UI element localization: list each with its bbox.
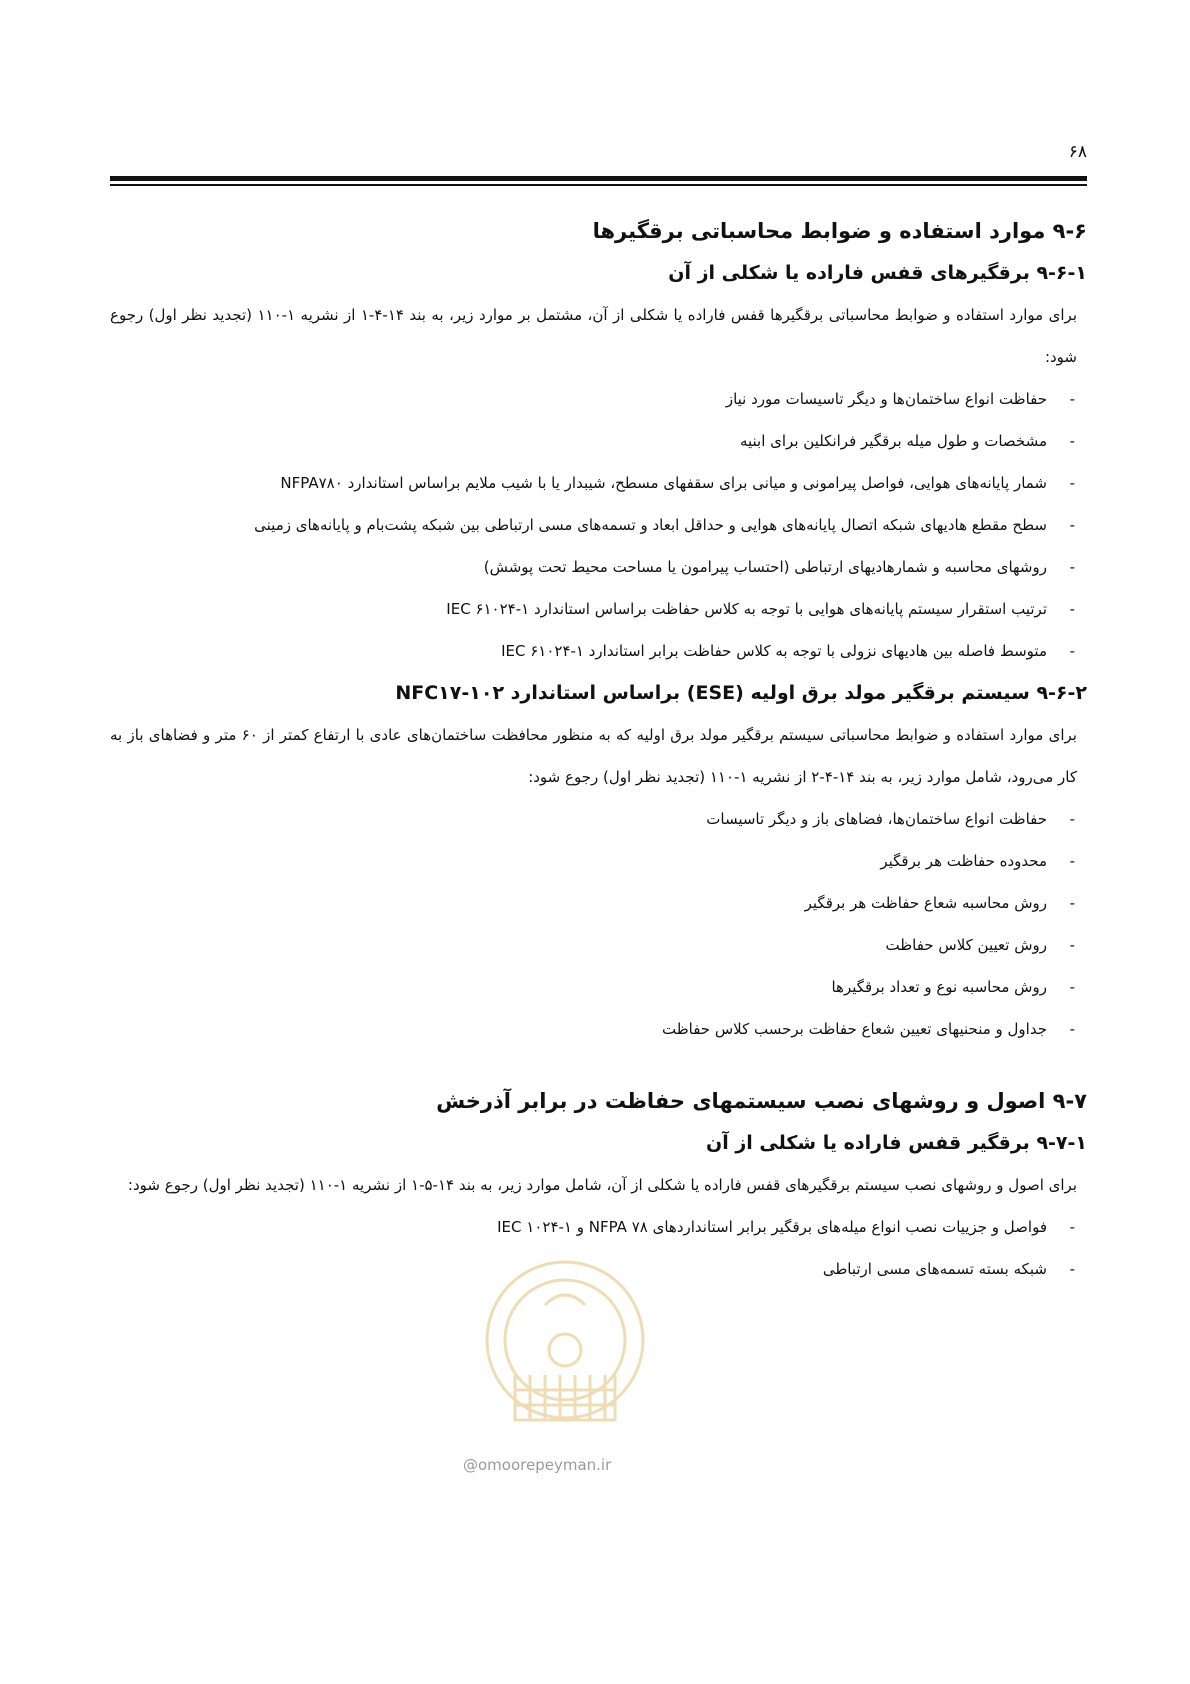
- list-item: [110, 1206, 1075, 1248]
- subsection-heading-9-7-1: ۹-۷-۱ برقگیر قفس فاراده یا شکلی از آن: [705, 1132, 1087, 1154]
- subsection-heading-9-6-1: ۹-۶-۱ برقگیرهای قفس فاراده یا شکلی از آن: [668, 262, 1087, 284]
- list-item: [110, 882, 1075, 924]
- list-item-text: روش محاسبه شعاع حفاظت هر برقگیر: [804, 894, 1047, 912]
- list-item-text: شبکه بسته تسمه‌های مسی ارتباطی: [822, 1260, 1047, 1278]
- page-number: ۶۸: [1068, 142, 1087, 162]
- list-item-text: روش تعیین کلاس حفاظت: [885, 936, 1047, 954]
- bullet-dash: -: [1069, 936, 1075, 954]
- bullet-dash: -: [1069, 516, 1075, 534]
- paragraph-9-7-1: برای اصول و روشهای نصب سیستم برقگیرهای قفس فاراده یا شکلی از آن، شامل موارد زیر، به بند ۱۴-۵-۱ از نشریه ۱-۱۱۰ (تجدید نظر اول) رجوع شود:: [127, 1176, 1077, 1194]
- bullet-dash: -: [1069, 810, 1075, 828]
- bullet-dash: -: [1069, 1218, 1075, 1236]
- list-item-text: جداول و منحنیهای تعیین شعاع حفاظت برحسب کلاس حفاظت: [661, 1020, 1047, 1038]
- bullet-dash: -: [1069, 852, 1075, 870]
- paragraph-9-6-1: برای موارد استفاده و ضوابط محاسباتی برقگیرها قفس فاراده یا شکلی از آن، مشتمل بر موارد زیر، به بند ۱۴-۴-۱ از نشریه ۱-۱۱۰ (تجدید نظر اول) رجوع شود:: [110, 306, 1078, 366]
- list-item-text: شمار پایانه‌های هوایی، فواصل پیرامونی و میانی برای سقفهای مسطح، شیبدار یا با شیب ملایم براساس استاندارد NFPA۷۸۰: [280, 474, 1047, 492]
- bullet-dash: -: [1069, 432, 1075, 450]
- list-item-text: روشهای محاسبه و شمارهادیهای ارتباطی (احتساب پیرامون یا مساحت محیط تحت پوشش): [483, 558, 1047, 576]
- section-gap: [110, 1050, 1087, 1080]
- watermark-logo-icon: [475, 1245, 655, 1445]
- list-item: [110, 1008, 1075, 1050]
- subsection-heading-9-6-2: ۹-۶-۲ سیستم برقگیر مولد برق اولیه (ESE) براساس استاندارد NFC۱۷-۱۰۲: [395, 682, 1087, 704]
- list-item-text: مشخصات و طول میله برقگیر فرانکلین برای ابنیه: [739, 432, 1047, 450]
- bullet-dash: -: [1069, 1020, 1075, 1038]
- section-heading-9-7: ۹-۷ اصول و روشهای نصب سیستمهای حفاظت در برابر آذرخش: [436, 1089, 1087, 1113]
- list-item: [110, 630, 1075, 672]
- list-item-text: حفاظت انواع ساختمان‌ها، فضاهای باز و دیگر تاسیسات: [706, 810, 1047, 828]
- list-item: [110, 924, 1075, 966]
- list-item: [110, 966, 1075, 1008]
- bullet-dash: -: [1069, 642, 1075, 660]
- list-item-text: فواصل و جزییات نصب انواع میله‌های برقگیر برابر استانداردهای NFPA ۷۸ و IEC ۱۰۲۴-۱: [497, 1218, 1047, 1236]
- bullet-dash: -: [1069, 474, 1075, 492]
- bullet-dash: -: [1069, 390, 1075, 408]
- list-item: [110, 546, 1075, 588]
- list-item-text: ترتیب استقرار سیستم پایانه‌های هوایی با توجه به کلاس حفاظت براساس استاندارد IEC ۶۱۰۲۴-۱: [446, 600, 1047, 618]
- list-item-text: حفاظت انواع ساختمان‌ها و دیگر تاسیسات مورد نیاز: [725, 390, 1047, 408]
- list-item: [110, 378, 1075, 420]
- list-item: [110, 840, 1075, 882]
- list-9-6-2: [110, 798, 1087, 1050]
- list-9-6-1: [110, 378, 1087, 672]
- bullet-dash: -: [1069, 1260, 1075, 1278]
- header-rule-thin: [110, 184, 1087, 186]
- list-item-text: سطح مقطع هادیهای شبکه اتصال پایانه‌های هوایی و حداقل ابعاد و تسمه‌های مسی ارتباطی بین شبکه پشت‌بام و پایانه‌های زمینی: [254, 516, 1047, 534]
- bullet-dash: -: [1069, 600, 1075, 618]
- bullet-dash: -: [1069, 558, 1075, 576]
- list-item: [110, 462, 1075, 504]
- bullet-dash: -: [1069, 978, 1075, 996]
- list-item: [110, 420, 1075, 462]
- watermark-url: @omoorepeyman.ir: [463, 1456, 612, 1474]
- list-item: [110, 588, 1075, 630]
- list-item: [110, 504, 1075, 546]
- list-item-text: روش محاسبه نوع و تعداد برقگیرها: [831, 978, 1047, 996]
- bullet-dash: -: [1069, 894, 1075, 912]
- list-item: [110, 798, 1075, 840]
- list-item-text: محدوده حفاظت هر برقگیر: [880, 852, 1047, 870]
- paragraph-9-6-2: برای موارد استفاده و ضوابط محاسباتی سیستم برقگیر مولد برق اولیه که به منظور محافظت ساختمان‌های عادی با ارتفاع کمتر از ۶۰ متر و فضاهای باز به کار می‌رود، شامل موارد زیر، به بند ۱۴-۴-۲ از نشریه ۱-۱۱۰ (تجدید نظر اول) رجوع شود:: [110, 726, 1077, 786]
- section-heading-9-6: ۹-۶ موارد استفاده و ضوابط محاسباتی برقگیرها: [592, 219, 1087, 243]
- header-rule-thick: [110, 176, 1087, 181]
- list-item-text: متوسط فاصله بین هادیهای نزولی با توجه به کلاس حفاظت برابر استاندارد IEC ۶۱۰۲۴-۱: [501, 642, 1047, 660]
- page-content: [110, 210, 1087, 1290]
- header-rule: [110, 176, 1087, 188]
